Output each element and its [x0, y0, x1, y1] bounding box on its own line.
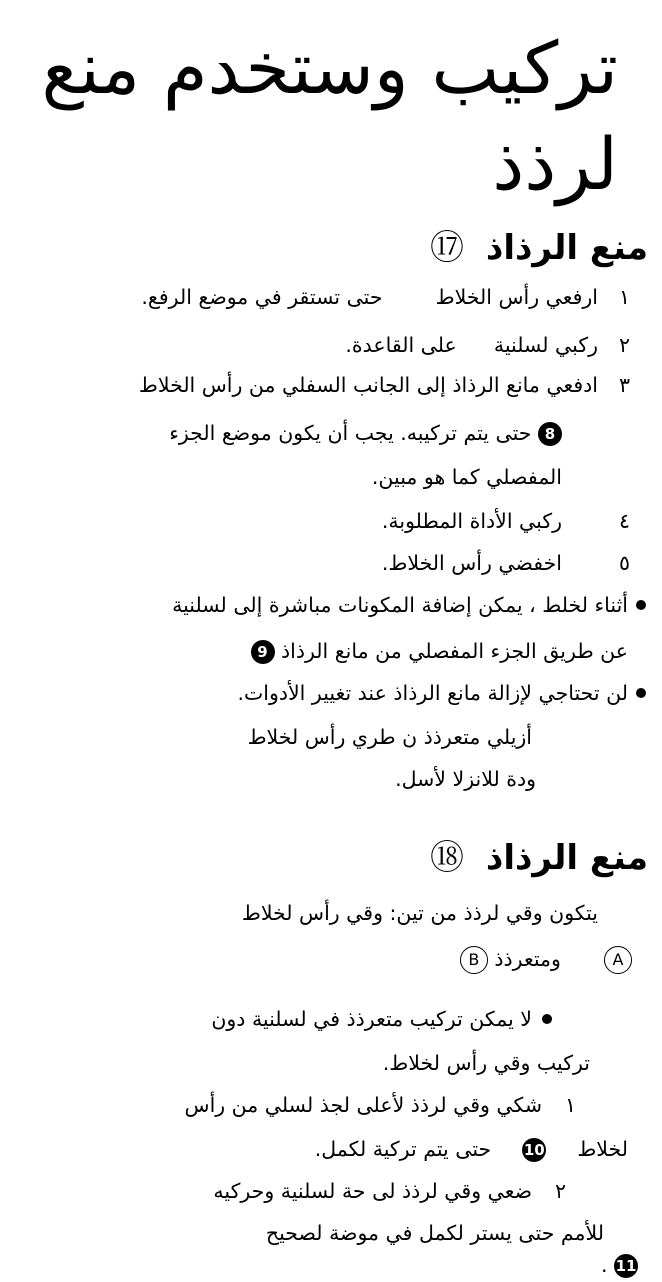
step-text: [601, 1250, 638, 1280]
label-b-marker: B: [460, 946, 488, 974]
step-text-part: حتى تستقر في موضع الرفع.: [141, 285, 383, 309]
step-text: للأمم حتى يستر لكمل في موضة لصحيح: [265, 1221, 604, 1245]
step-text: [345, 330, 598, 360]
bullet-text-part: عن طريق الجزء المفصلي من مانع الرذاذ: [281, 639, 628, 663]
step-text: [315, 1134, 628, 1164]
step-text: [141, 282, 598, 312]
page-title: [18, 20, 618, 212]
step-text-part: على القاعدة.: [345, 333, 457, 357]
section-17-heading: [430, 228, 648, 268]
intro-text: [460, 944, 632, 974]
step-text-part: لخلاط: [577, 1137, 628, 1161]
bullet-text: لا يمكن تركيب متعرذذ في لسلنية دون: [211, 1007, 532, 1031]
callout-badge: 11: [614, 1254, 638, 1278]
section-17-number: ⑰: [430, 228, 465, 268]
step-number: ٤: [618, 509, 630, 533]
step-number: ٢: [618, 333, 630, 357]
step-text: المفصلي كما هو مبين.: [371, 465, 562, 489]
step-number: ٢: [554, 1179, 566, 1203]
step-text-part: ركبي لسلنية: [493, 333, 598, 357]
intro-text: يتكون وقي لرذذ من تين: وقي رأس لخلاط: [241, 901, 598, 925]
step-number: ١: [618, 285, 630, 309]
step-text-part: .: [600, 1253, 608, 1277]
bullet-text: لن تحتاجي لإزالة مانع الرذاذ عند تغيير الأدوات.: [237, 681, 628, 705]
bullet-text: تركيب وقي رأس لخلاط.: [382, 1051, 590, 1075]
bullet-dot: [636, 600, 646, 610]
bullet-text: ودة للانزلا لأسل.: [395, 767, 536, 791]
bullet-dot: [636, 688, 646, 698]
bullet-text: [251, 636, 628, 666]
step-number: ١: [564, 1093, 576, 1117]
title-line-2: لرذذ: [492, 122, 618, 206]
step-text-part: حتى يتم تركية لكمل.: [314, 1137, 492, 1161]
bullet-text: أزيلي متعرذذ ن طري رأس لخلاط: [247, 725, 532, 749]
step-number: ٣: [618, 373, 630, 397]
intro-text-part: ومتعرذذ: [494, 947, 561, 971]
bullet-text: أثناء لخلط ، يمكن إضافة المكونات مباشرة إلى لسلنية: [172, 593, 628, 617]
section-18-title: منع الرذاذ: [485, 838, 648, 878]
section-18-number: ⑱: [430, 838, 465, 878]
step-text: ركبي الأداة المطلوبة.: [381, 509, 562, 533]
label-a-marker: A: [604, 946, 632, 974]
section-18-heading: [430, 838, 648, 878]
section-17-title: منع الرذاذ: [485, 228, 648, 268]
step-text-part: حتى يتم تركيبه. يجب أن يكون موضع الجزء: [169, 421, 532, 445]
step-text-part: ارفعي رأس الخلاط: [435, 285, 598, 309]
step-text: ضعي وقي لرذذ لى حة لسلنية وحركيه: [213, 1179, 532, 1203]
step-text: ادفعي مانع الرذاذ إلى الجانب السفلي من رأس الخلاط: [138, 373, 598, 397]
title-line-1: تركيب وستخدم منع: [41, 26, 618, 110]
callout-badge: 8: [538, 422, 562, 446]
step-text: شكي وقي لرذذ لأعلى لجذ لسلي من رأس: [184, 1093, 542, 1117]
step-text: [169, 418, 562, 448]
bullet-dot: [542, 1014, 552, 1024]
step-number: ٥: [618, 551, 630, 575]
step-text: اخفضي رأس الخلاط.: [381, 551, 562, 575]
callout-badge: 9: [251, 640, 275, 664]
callout-badge: 10: [522, 1138, 546, 1162]
